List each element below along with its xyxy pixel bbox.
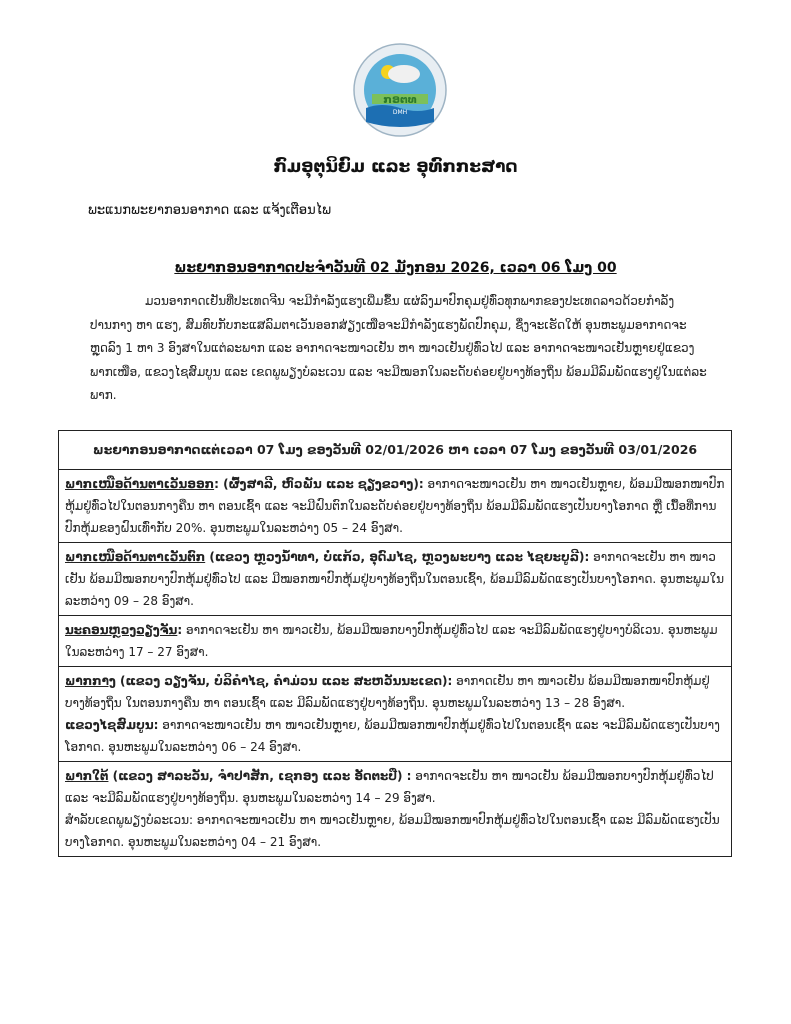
table-row [59,762,732,857]
subregion-name: ແຂວງໄຊສົມບູນ: [65,718,159,732]
region-name: ພາກໃຕ້ [65,769,109,783]
region-provinces: (ແຂວງ ຫຼວງນ້ຳທາ, ບໍ່ແກ້ວ, ອຸດົມໄຊ, ຫຼວງພະບາງ ແລະ ໄຊຍະບູລີ): [205,550,590,564]
region-provinces: (ແຂວງ ສາລະວັນ, ຈຳປາສັກ, ເຊກອງ ແລະ ອັດຕະປື) : [108,769,412,783]
table-row [59,616,732,667]
table-row [59,667,732,762]
logo-text: ກອຕທ [383,93,417,106]
region-name: ພາກເໜືອດ້ານຕາເວັນອອກ [65,477,215,491]
region-provinces: (ແຂວງ ວຽງຈັນ, ບໍລິຄຳໄຊ, ຄຳມ່ວນ ແລະ ສະຫວັນນະເຂດ): [115,674,453,688]
region-provinces: : [177,623,183,637]
forecast-table-header: ພະຍາກອນອາກາດແຕ່ເວລາ 07 ໂມງ ຂອງວັນທີ 02/01/2026 ຫາ ເວລາ 07 ໂມງ ຂອງວັນທີ 03/01/2026 [59,431,732,470]
region-forecast: ອາກາດຈະເຢັນ ຫາ ໜາວເຢັນ ພ້ອມມີໝອກບາງປົກຫຸ້ມຢູ່ທົ່ວໄປ ແລະ ຈະມີລົມພັດແຮງຢູ່ບາງທ້ອງຖິ່ນ. ອຸນຫະພູມໃນລະຫວ່າງ 14 – 29 ອົງສາ. [65,769,714,805]
subregion-name: ສຳລັບເຂດພູພຽງບໍລະເວນ: [65,813,194,827]
region-name: ພາກກາງ [65,674,116,688]
forecast-table [58,430,732,857]
region-forecast: ອາກາດຈະໜາວເຢັນ ຫາ ໜາວເຢັນຫຼາຍ, ພ້ອມມີໝອກໜາປົກຫຸ້ມຢູ່ທົ່ວໄປໃນຕອນກາງຄືນ ຫາ ຕອນເຊົ້າ ແລະ ຈະມີຝົນຕົກໃນລະດັບຄ່ອຍຢູ່ບາງທ້ອງຖິ່ນ ພ້ອມມີລົມພັດແຮງເປັນບາງໂອກາດ ຫຼື ເນື້ອທີ່ການປົກຫຸ້ມຂອງຝົນເທົ່າກັບ 20%. ອຸນຫະພູມໃນລະຫວ່າງ 05 – 24 ອົງສາ. [65,477,725,535]
intro-paragraph: ມວນອາກາດເຢັນທີ່ປະເທດຈີນ ຈະມີກຳລັງແຮງເພີ່ມຂຶ້ນ ແຜ່ລົງມາປົກຄຸມຢູ່ທົ່ວທຸກພາກຂອງປະເທດລາວດ້ວຍກຳລັງປານກາງ ຫາ ແຮງ, ສົມທົບກັບກະແສລົມຕາເວັນອອກສ່ຽງເໜືອຈະມີກຳລັງແຮງພັດປົກຄຸມ, ຊຶ່ງຈະເຮັດໃຫ້ ອຸນຫະພູມອາກາດຈະຫຼຸດລົງ 1 ຫາ 3 ອົງສາໃນແຕ່ລະພາກ ແລະ ອາກາດຈະໜາວເຢັນ ຫາ ໜາວເຢັນຢູ່ທົ່ວໄປ ແລະ ອາກາດຈະໜາວເຢັນຫຼາຍຢູ່ແຂວງພາກເໜືອ, ແຂວງໄຊສົມບູນ ແລະ ເຂດພູພຽງບໍລະເວນ ແລະ ຈະມີໝອກໃນລະດັບຄ່ອຍຢູ່ບາງທ້ອງຖິ່ນ ພ້ອມມີລົມພັດແຮງຢູ່ໃນແຕ່ລະພາກ. [90,294,707,402]
logo-subtext: DMH [392,109,408,116]
region-forecast: ອາກາດຈະເຢັນ ຫາ ໜາວເຢັນ ພ້ອມມີໝອກບາງປົກຫຸ້ມຢູ່ທົ່ວໄປ ແລະ ມີໝອກໜາປົກຫຸ້ມຢູ່ບາງທ້ອງຖິ່ນໃນຕອນເຊົ້າ, ພ້ອມມີລົມພັດແຮງເປັນບາງໂອກາດ. ອຸນຫະພູມໃນລະຫວ່າງ 09 – 28 ອົງສາ. [65,550,725,608]
dmh-logo [352,42,448,138]
cloud-icon [388,65,420,83]
department-title: ກົມອຸຕຸນິຍົມ ແລະ ອຸທົກກະສາດ [273,157,518,177]
subregion-forecast: ອາກາດຈະໜາວເຢັນ ຫາ ໜາວເຢັນຫຼາຍ, ພ້ອມມີໝອກໜາປົກຫຸ້ມຢູ່ທົ່ວໄປໃນຕອນເຊົ້າ ແລະ ມີລົມພັດແຮງເປັນບາງໂອກາດ. ອຸນຫະພູມໃນລະຫວ່າງ 04 – 21 ອົງສາ. [65,813,720,849]
table-row [59,470,732,543]
report-title [0,260,791,276]
division-name: ພະແນກພະຍາກອນອາກາດ ແລະ ແຈ້ງເຕືອນໄພ [88,203,331,218]
region-forecast: ອາກາດເຢັນ ຫາ ໜາວເຢັນ ພ້ອມມີໝອກໜາປົກຫຸ້ມຢູ່ບາງທ້ອງຖິ່ນ ໃນຕອນກາງຄືນ ຫາ ຕອນເຊົ້າ ແລະ ມີລົມພັດແຮງຢູ່ບາງທ້ອງຖິ່ນ. ອຸນຫະພູມໃນລະຫວ່າງ 13 – 28 ອົງສາ. [65,674,710,710]
region-provinces: : (ຜົ້ງສາລີ, ຫົວພັນ ແລະ ຊຽງຂວາງ): [214,477,424,491]
subregion-forecast: ອາກາດຈະໜາວເຢັນ ຫາ ໜາວເຢັນຫຼາຍ, ພ້ອມມີໝອກໜາປົກຫຸ້ມຢູ່ທົ່ວໄປໃນຕອນເຊົ້າ ແລະ ຈະມີລົມພັດແຮງເປັນບາງໂອກາດ. ອຸນຫະພູມໃນລະຫວ່າງ 06 – 24 ອົງສາ. [65,718,720,754]
report-title-text: ພະຍາກອນອາກາດປະຈຳວັນທີ 02 ມັງກອນ 2026, ເວລາ 06 ໂມງ 00 [174,260,617,276]
region-name: ນະຄອນຫຼວງວຽງຈັນ [65,623,178,637]
region-name: ພາກເໜືອດ້ານຕາເວັນຕົກ [65,550,206,564]
table-row [59,543,732,616]
region-forecast: ອາກາດຈະເຢັນ ຫາ ໜາວເຢັນ, ພ້ອມມີໝອກບາງປົກຫຸ້ມຢູ່ທົ່ວໄປ ແລະ ຈະມີລົມພັດແຮງຢູ່ບາງບໍລິເວນ. ອຸນຫະພູມໃນລະຫວ່າງ 17 – 27 ອົງສາ. [65,623,718,659]
